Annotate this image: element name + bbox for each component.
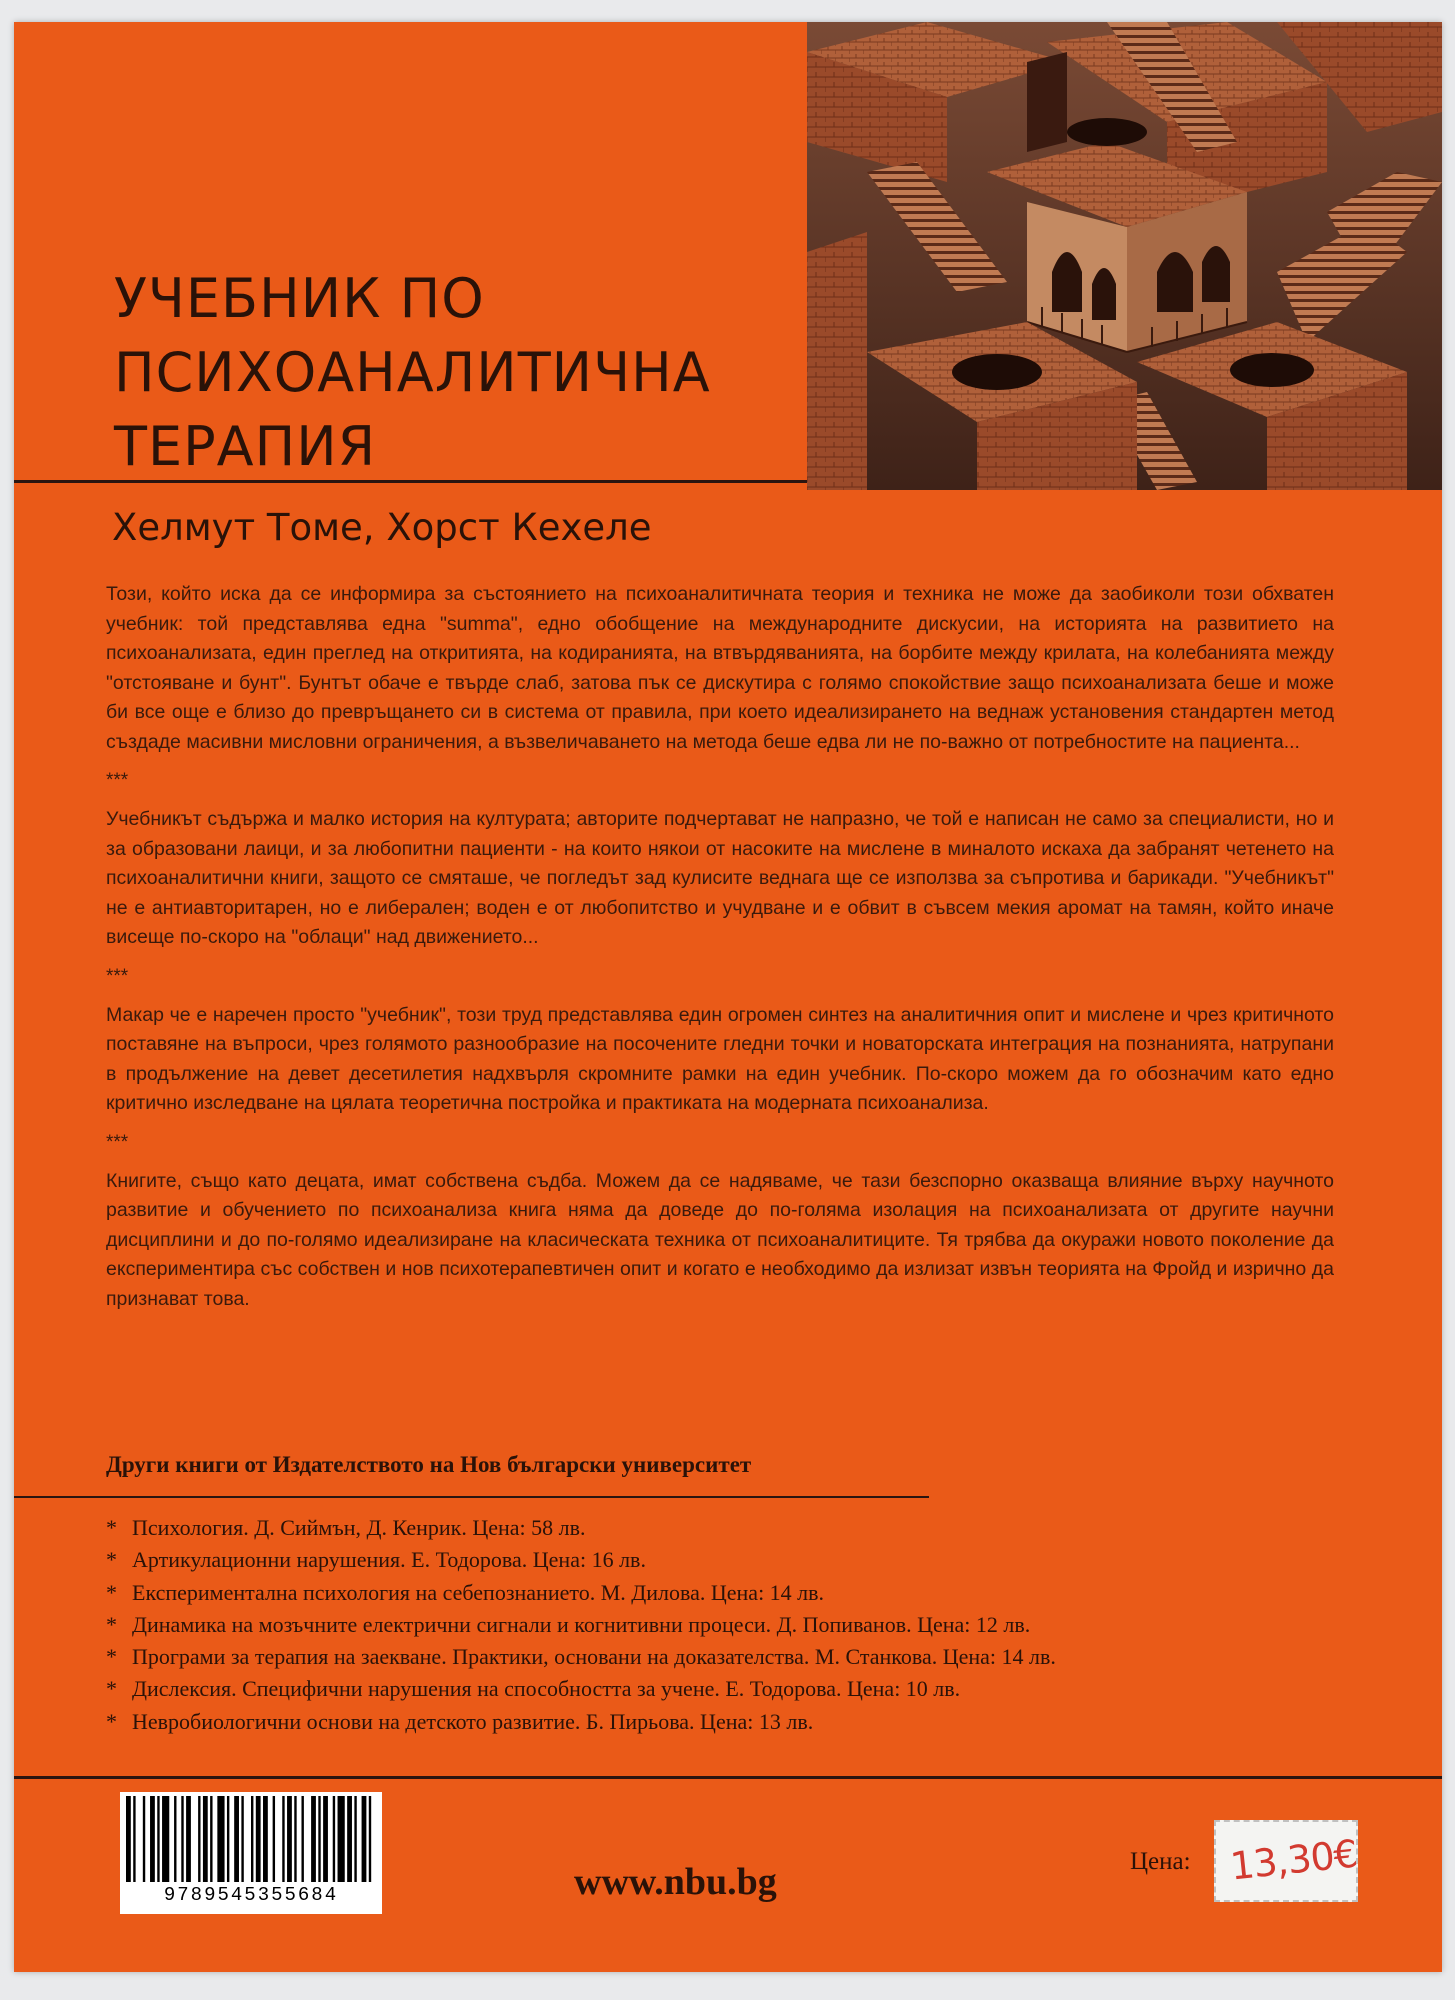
barcode-bar — [251, 1796, 253, 1882]
description-paragraph: Макар че е наречен просто "учебник", този труд представлява един огромен синтез на аналитичния опит и мислене и чрез критичното поставяне на въпроси, чрез голямото разнообразие на посочените гледни точки и новаторската интеграция на познанията, натрупани в продължение на девет десетилетия надхвърля скромните рамки на един учебник. По-скоро можем да го обозначим като едно критично изследване на цялата теоретична постройка и практиката на модерната психоанализа. — [106, 1003, 1334, 1114]
book-entry: Психология. Д. Сиймън, Д. Кенрик. Цена: 58 лв. — [132, 1515, 586, 1540]
barcode-bar — [369, 1796, 371, 1882]
list-item — [106, 1641, 1056, 1673]
bullet: * — [106, 1676, 117, 1702]
title-line: ТЕРАПИЯ — [114, 415, 377, 478]
barcode-bar — [150, 1796, 155, 1882]
barcode-bar — [162, 1796, 169, 1882]
barcode-bar — [217, 1796, 224, 1882]
price-value: 13,30€ — [1228, 1831, 1359, 1889]
other-books-heading: Други книги от Издателството на Нов български университет — [106, 1452, 752, 1477]
barcode-bar — [181, 1796, 183, 1882]
description-paragraph: Този, който иска да се информира за състоянието на психоаналитичната теория и техника не може да заобиколи този обхватен учебник: той представлява една "summa", едно обобщение на международните дискусии, на историята на развитието на психоанализата, един преглед на откритията, на кодиранията, на втвърдяванията, на борбите между крилата, на колебанията между "отстояване и бунт". Бунтът обаче е твърде слаб, затова пък се дискутира с голямо спокойствие защо психоанализата беше и може би все още е близо до превръщането си в система от правила, при което идеализирането на веднаж установения стандартен метод създаде масивни мисловни ограничения, а възвеличаването на метода беше едва ли не по-важно от потребностите на пациента... — [106, 583, 1334, 753]
list-item — [106, 1706, 1056, 1738]
book-authors: Хелмут Томе, Хорст Кехеле — [112, 506, 652, 549]
price-sticker — [1214, 1820, 1358, 1902]
artwork-drawing — [807, 22, 1442, 490]
barcode-bar — [256, 1796, 261, 1882]
bullet: * — [106, 1515, 117, 1540]
list-item — [106, 1609, 1056, 1641]
list-item — [106, 1512, 1056, 1544]
book-entry: Дислексия. Специфични нарушения на способността за учене. Е. Тодорова. Цена: 10 лв. — [132, 1676, 961, 1702]
barcode-bar — [347, 1796, 352, 1882]
book-entry: Програми за терапия на заекване. Практики, основани на доказателства. М. Станкова. Цена: 14 лв. — [132, 1644, 1056, 1670]
isbn-barcode — [120, 1792, 382, 1914]
book-title — [114, 262, 711, 484]
barcode-bar — [273, 1796, 275, 1882]
barcode-bar — [241, 1796, 243, 1882]
book-entry: Невробиологични основи на детското развитие. Б. Пирьова. Цена: 13 лв. — [132, 1708, 814, 1734]
barcode-bar — [198, 1796, 200, 1882]
barcode-bars — [126, 1796, 376, 1882]
barcode-bar — [157, 1796, 159, 1882]
section-separator: *** — [106, 965, 129, 987]
book-entry: Артикулационни нарушения. Е. Тодорова. Цена: 16 лв. — [132, 1547, 646, 1573]
list-item — [106, 1577, 1056, 1609]
barcode-bar — [294, 1796, 296, 1882]
book-entry: Динамика на мозъчните електрични сигнали и когнитивни процеси. Д. Попиванов. Цена: 12 лв. — [132, 1611, 1031, 1637]
barcode-bar — [287, 1796, 292, 1882]
barcode-bar — [282, 1796, 284, 1882]
barcode-bar — [210, 1796, 212, 1882]
publisher-website[interactable]: www.nbu.bg — [574, 1861, 777, 1903]
barcode-bar — [133, 1796, 135, 1882]
barcode-bar — [311, 1796, 316, 1882]
bullet: * — [106, 1708, 117, 1734]
barcode-bar — [203, 1796, 208, 1882]
description-paragraph: Учебникът съдържа и малко история на културата; авторите подчертават не напразно, че той е написан не само за специалисти, но и за образовани лаици, и за любопитни пациенти - на които някои от насоките на мислене в миналото искаха да забранят четенето на психоаналитични книги, защото се смяташе, че погледът зад кулисите веднага ще се използва за съпротива и барикади. "Учебникът" не е антиавторитарен, но е либерален; воден е от любопитство и учудване и е обвит в съвсем мекия аромат на тамян, който иначе висеще по-скоро на "облаци" над движението... — [106, 808, 1334, 948]
list-item — [106, 1544, 1056, 1576]
barcode-bar — [323, 1796, 328, 1882]
barcode-bar — [354, 1796, 356, 1882]
barcode-bar — [126, 1796, 131, 1882]
barcode-bar — [333, 1796, 335, 1882]
divider-middle — [14, 1496, 929, 1498]
bullet: * — [106, 1547, 117, 1573]
barcode-bar — [301, 1796, 303, 1882]
bullet: * — [106, 1644, 117, 1670]
barcode-bar — [263, 1796, 268, 1882]
book-back-cover — [14, 22, 1442, 1972]
bullet: * — [106, 1579, 117, 1605]
barcode-bar — [227, 1796, 229, 1882]
book-entry: Експериментална психология на себепознанието. М. Дилова. Цена: 14 лв. — [132, 1579, 825, 1605]
section-separator: *** — [106, 1131, 129, 1153]
barcode-bar — [143, 1796, 145, 1882]
divider-top — [14, 480, 807, 483]
barcode-bar — [234, 1796, 239, 1882]
barcode-bar — [338, 1796, 345, 1882]
barcode-bar — [186, 1796, 191, 1882]
bullet: * — [106, 1611, 117, 1637]
barcode-bar — [174, 1796, 176, 1882]
barcode-bar — [318, 1796, 320, 1882]
barcode-bar — [362, 1796, 367, 1882]
description-paragraph: Книгите, също като децата, имат собствена съдба. Можем да се надяваме, че тази безспорно оказваща влияние върху научното развитие и обучението по психоанализа книга няма да доведе до по-голяма изолация на психоанализата от другите научни дисциплини и до по-голямо идеализиране на класическата техника от психоаналитиците. Тя трябва да окуражи новото поколение да експериментира със собствен и нов психотерапевтичен опит и когато е необходимо да излизат извън теорията на Фройд и изрично да признават това. — [106, 1169, 1334, 1310]
price-label: Цена: — [1130, 1848, 1191, 1875]
title-line: ПСИХОАНАЛИТИЧНА — [114, 341, 711, 404]
divider-bottom — [14, 1776, 1442, 1779]
list-item — [106, 1673, 1056, 1705]
title-line: УЧЕБНИК ПО — [114, 267, 485, 330]
isbn-number: 9789545355684 — [163, 1884, 339, 1906]
impossible-architecture-illustration — [807, 22, 1442, 490]
other-books-list — [106, 1512, 1056, 1738]
section-separator: *** — [106, 770, 129, 791]
book-description — [106, 580, 1334, 1328]
